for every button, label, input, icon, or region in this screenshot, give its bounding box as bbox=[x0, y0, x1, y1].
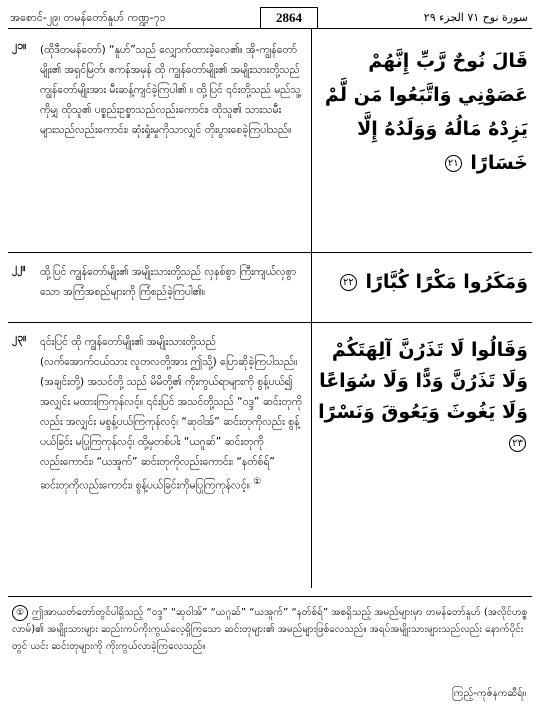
ayah-number-marker: ٢١ bbox=[445, 155, 462, 172]
verse-number: ၂၂။ bbox=[12, 262, 26, 274]
page-number: 2864 bbox=[260, 7, 318, 29]
verse-translation bbox=[40, 332, 304, 496]
footnote-reference: ① bbox=[253, 477, 262, 487]
header-rule bbox=[8, 28, 532, 29]
footnote-rule bbox=[8, 596, 532, 597]
arabic-text: وَمَكَرُوا مَكْرًا كُبَّارًا bbox=[365, 271, 528, 293]
footnote-marker: ① bbox=[12, 605, 28, 621]
row-rule bbox=[8, 322, 532, 323]
verse-number: ၂၃။ bbox=[12, 332, 27, 344]
ayah-number-marker: ٢٣ bbox=[509, 435, 526, 452]
arabic-text: وَقَالُوا لَا تَذَرُنَّ آلِهَتَكُمْ وَلَا تَذَرُنَّ وَدًّا وَلَا سُوَاعًا وَلَا يَغُوثَ وَيَعُوقَ وَنَسْرًا bbox=[318, 339, 528, 423]
arabic-verse bbox=[318, 335, 528, 459]
verse-translation-text: ၎င်းပြင် ထို ကျွန်တော်မျိုး၏ အမျိုးသားတို့သည် (လက်အောက်ငယ်သား လူတလတို့အား ဤသို့) ပြောဆိုခဲ့ကြပါသည်။ (အချင်းတို့) အသင်တို့ သည် မိမိတို့၏ ကိုးကွယ်ရာများကို စွန့်ပယ်၍ အလျှင်း မထားကြကုန်လင့်။ ၎င်းပြင် အသင်တို့သည် “ဝဒ္ဒ” ဆင်းတုကိုလည်း အလျှင်း မစွန့်ပယ်ကြကုန်လင့်၊ “ဆုဝါအ်” ဆင်းတုကိုလည်း စွန့်ပယ်ခြင်း မပြုကြကုန်လင့်၊ ထို့မှတစ်ပါး “ယဂူဆ်” ဆင်းတုကိုလည်းကောင်း၊ “ယအူက်” ဆင်းတုကိုလည်းကောင်း၊ “နတ်စ်ရ်” ဆင်းတုကိုလည်းကောင်း၊ စွန့်ပယ်ခြင်းကိုမပြုကြကုန်လင့်။ bbox=[40, 336, 302, 492]
verse-translation: (ထိုဒီတမန်တော်) “နူဟ်”သည် လျှောက်ထားခဲ့လေ၏။ အို-ကျွန်တော်မျိုး၏ အရှင်မြတ်၊ ဧကန်အမှန် ထို ကျွန်တော်မျိုး၏ အမျိုးသားတို့သည် ကျွန်တော်မျိုးအား မီးဆန့်ကျင်ခဲ့ကြပါ၏ ။ ထို့ပြင် ၎င်းတို့သည် မည်သူ့ကိုမျှ ထိုသူ၏ ပစ္စည်းဥစ္စာသည်လည်းကောင်း၊ ထိုသူ၏ သားသမီးများသည်လည်းကောင်း၊ ဆုံးရှုံးမှုကိုသာလျှင် တိုးပွားစေခဲ့ကြပါသည်။ bbox=[40, 44, 301, 136]
row-rule bbox=[8, 252, 532, 253]
footnote-text: ဤအာယတ်တော်တွင်ပါရှိသည့် “ဝဒ္ဒ” “ဆုဝါအ်” “ယဂူဆ်” “ယအူက်” “နတ်စ်ရ်” အစရှိသည့် အမည်များမှာ တမန်တော်နူဟ် (အလိုင်ဟစ္စလာမ်)၏ အမျိုးသားများ ဆည်းကပ်ကိုးကွယ်လေ့ရှိကြသော ဆင်းတုများ၏ အမည်များဖြစ်လေသည်။ အရပ်အမျိုးသားများသည်လည်း နောက်ပိုင်းတွင် ယင်း ဆင်းတုများကို ကိုးကွယ်လာခဲ့ကြလေသည်။ bbox=[12, 607, 528, 652]
arabic-text: قَالَ نُوحٌ رَّبِّ إِنَّهُمْ عَصَوْنِي وَاتَّبَعُوا مَن لَّمْ يَزِدْهُ مَالُهُ وَوَلَدُهُ إِلَّا خَسَارًا bbox=[324, 50, 528, 174]
footnote bbox=[12, 604, 528, 655]
column-divider bbox=[311, 28, 312, 588]
arabic-verse bbox=[318, 44, 528, 180]
running-header-right: سورة نوح ٧١ الجزء ٢٩ bbox=[423, 11, 528, 24]
arabic-verse bbox=[318, 265, 528, 299]
ayah-number-marker: ٢٢ bbox=[340, 274, 357, 291]
verse-translation: ထို့ပြင် ကျွန်တော်မျိုး၏ အမျိုးသားတို့သည် လှနစ်စွာ ကြီးကျယ်လှစွာသော အကြံအစည်များကို ကြံစည်ခဲ့ကြပါ၏။ bbox=[40, 266, 296, 298]
verse-number: ၂၁။ bbox=[12, 40, 27, 52]
footnote-source: ကြည့်-ကုဇ်နကဆီရ်။ bbox=[452, 688, 526, 699]
running-header-left: အစောင်-၂၉၊ တမန်တော်နူဟ် ကဏ္ဍ-၇၁ bbox=[10, 11, 166, 24]
